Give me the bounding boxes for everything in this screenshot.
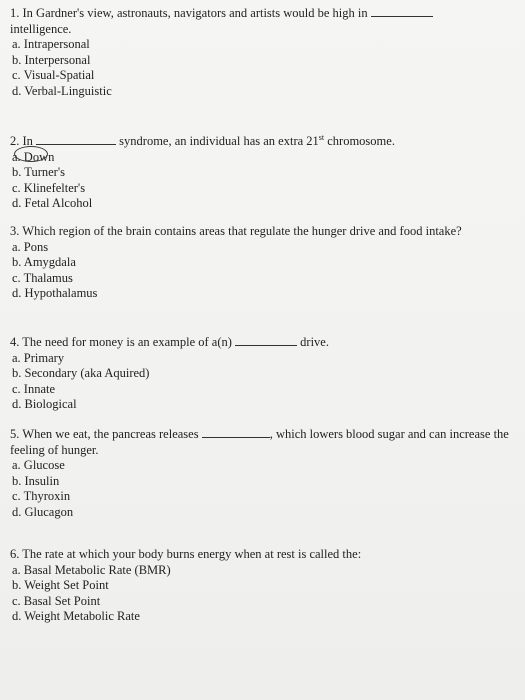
option: d. Fetal Alcohol xyxy=(12,196,93,210)
question-2 xyxy=(10,132,515,212)
option: c. Visual-Spatial xyxy=(12,68,95,82)
option: c. Thalamus xyxy=(12,270,73,285)
question-stem: 1. In Gardner's view, astronauts, navigators and artists would be high in intelligence. xyxy=(10,4,515,37)
option: d. Verbal-Linguistic xyxy=(12,83,112,98)
option: b. Insulin xyxy=(12,473,60,488)
option: c. Innate xyxy=(12,381,56,396)
question-3 xyxy=(10,224,515,302)
question-1 xyxy=(10,4,515,99)
option: a. Glucose xyxy=(12,458,65,472)
answer-blank xyxy=(235,333,297,346)
option: a. Down xyxy=(12,149,55,164)
option: d. Weight Metabolic Rate xyxy=(12,609,140,623)
option: a. Intrapersonal xyxy=(12,37,90,51)
question-stem: 2. In syndrome, an individual has an extra 21st chromosome. xyxy=(10,132,395,148)
question-stem: 3. Which region of the brain contains areas that regulate the hunger drive and food intake? xyxy=(10,224,462,238)
option: c. Thyroxin xyxy=(12,489,71,503)
option: a. Pons xyxy=(12,239,49,254)
option: b. Interpersonal xyxy=(12,52,91,67)
option: c. Basal Set Point xyxy=(12,593,101,608)
question-stem: 5. When we eat, the pancreas releases , which lowers blood sugar and can increase the feeling of hunger. xyxy=(10,427,509,457)
question-stem: 6. The rate at which your body burns energy when at rest is called the: xyxy=(10,547,362,561)
option: d. Glucagon xyxy=(12,504,74,519)
question-stem: 4. The need for money is an example of a(n) drive. xyxy=(10,335,329,349)
option: a. Basal Metabolic Rate (BMR) xyxy=(12,562,171,577)
option: d. Hypothalamus xyxy=(12,286,98,300)
question-6 xyxy=(10,547,515,625)
option: b. Amygdala xyxy=(12,255,76,269)
option: d. Biological xyxy=(12,397,77,411)
answer-blank xyxy=(36,132,116,145)
handwritten-answer-circle xyxy=(14,146,48,162)
option: b. Secondary (aka Aquired) xyxy=(12,366,150,380)
option: b. Weight Set Point xyxy=(12,578,109,592)
answer-blank xyxy=(371,4,433,17)
answer-blank xyxy=(202,425,270,438)
question-5 xyxy=(10,425,515,520)
option: c. Klinefelter's xyxy=(12,180,86,195)
option: a. Primary xyxy=(12,350,65,365)
option: b. Turner's xyxy=(12,165,65,179)
question-4 xyxy=(10,333,515,413)
